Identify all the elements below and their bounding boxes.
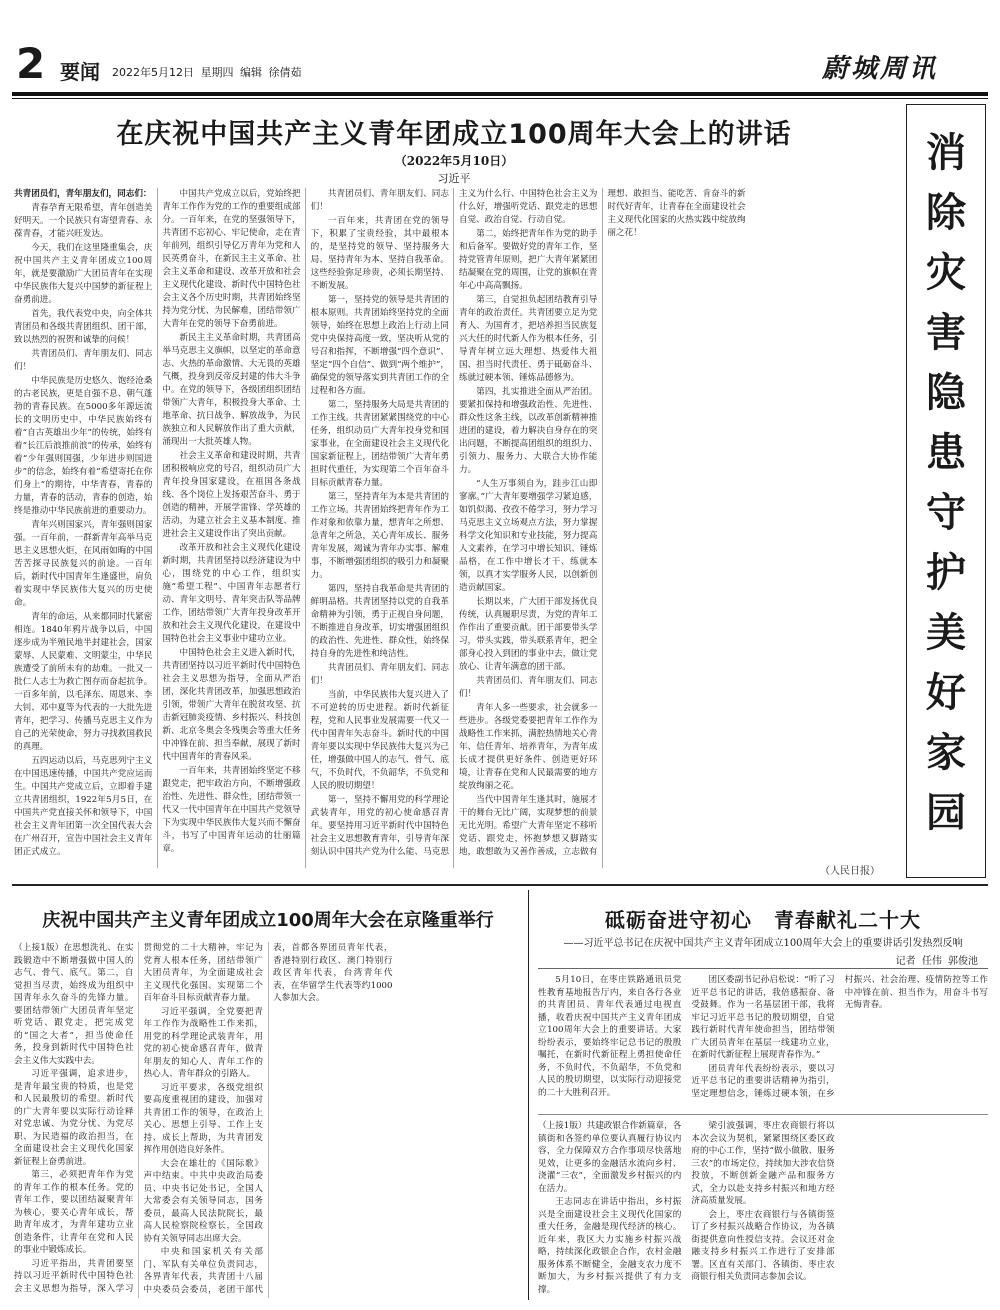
lead-paragraph: 第四，坚持自我革命是共青团的鲜明品格。共青团坚持以党的自我革命精神为引领，勇于正视自身问题，不断推进自身改革，切实增强团组织的政治性、先进性、群众性，始终保持自身的先进性和纯洁性。 [310,584,449,659]
lead-paragraph: 中华民族是历史悠久、饱经沧桑的古老民族，更是自强不息、朝气蓬勃的青春民族。在5000多年源远流长的文明历史中，中华民族始终有着“自古英雄出少年”的传统，始终有着“长江后浪推前浪”的传承，始终有着“少年强则国强，少年进步则国进步”的信念，始终有着“希望寄托在你们身上”的期待，中华青春，青春的力量，青春的活动，青春的创造，始终是推动中华民族前进的重要动力。 [14,376,153,516]
lead-article-source: （人民日报） [820,866,880,877]
lead-paragraph: 长期以来，广大团干部发扬优良传统，认真履职尽责，为党的青年工作作出了重要贡献。团干部要带头学习，带头实践，带头联系青年，把全部身心投入到团的事业中去，做让党放心、让青年满意的团干部。 [458,597,598,672]
lead-paragraph: 共青团员们、青年朋友们、同志们！ [310,663,449,686]
lead-paragraph: 今天，我们在这里隆重集会，庆祝中国共产主义青年团成立100周年，就是要激励广大团员青年在实现中华民族伟大复兴中国梦的新征程上奋勇前进。 [14,243,153,305]
article-paragraph: 中央和国家机关有关部门、军队有关单位负责同志，各界青年代表，共青团十八届中央委员会委员，老团干部代表，首都各界团员青年代表，香港特别行政区、澳门特别行政区青年代表，台湾青年代表，在华留学生代表等约1000人参加大会。 [143,943,393,1295]
lead-article-author: 习近平 [437,172,471,185]
slogan-char: 家 [926,730,966,776]
lead-paragraph: 一百年来，共青团在党的领导下，积累了宝贵经验，其中最根本的，是坚持党的领导、坚持服务大局、坚持青年为本、坚持自我革命。这些经验弥足珍贵，必须长期坚持、不断发展。 [310,216,449,291]
lead-paragraph: 新民主主义革命时期，共青团高举马克思主义旗帜，以坚定的革命意志、火热的革命激情、大无畏的英雄气概，投身到反帝反封建的伟大斗争中。在党的领导下，各级团组织团结带领广大青年，积极投身大革命、土地革命、抗日战争、解放战争，为民族独立和人民解放作出了重大贡献，涌现出一大批英雄人物。 [162,333,301,447]
page-header [12,40,988,90]
lead-article-title: 在庆祝中国共产主义青年团成立100周年大会上的讲话 [116,119,792,150]
issue-weekday: 星期四 [200,66,234,79]
lead-paragraph: 第二，坚持服务大局是共青团的工作主线。共青团紧紧围绕党的中心任务，组织动员广大青年投身党和国家事业，在全面建设社会主义现代化国家新征程上，团结带领广大青年勇担时代重任，为实现第二个百年奋斗目标贡献青春力量。 [310,400,449,488]
lead-paragraph: 当前，中华民族伟大复兴进入了不可逆转的历史进程。新时代新征程，党和人民事业发展需要一代又一代中国青年矢志奋斗。新时代的中国青年要以实现中华民族伟大复兴为己任，增强做中国人的志气、骨气、底气，不负时代，不负韶华，不负党和人民的殷切期望！ [310,690,449,791]
lead-paragraph: 青年兴则国家兴，青年强则国家强。一百年前，一群新青年高举马克思主义思想火炬，在风雨如晦的中国苦苦探寻民族复兴的前途。一百年后，新时代中国青年生逢盛世，肩负着实现中华民族伟大复兴的历史使命。 [14,520,153,608]
lead-paragraph: 青年的命运，从来都同时代紧密相连。1840年鸦片战争以后，中国逐步成为半殖民地半封建社会，国家蒙辱、人民蒙难、文明蒙尘，中华民族遭受了前所未有的劫难。一批又一批仁人志士为救亡图存而奋起抗争。一百多年前，以毛泽东、周恩来、李大钊、邓中夏等为代表的一大批先进青年，把学习、传播马克思主义作为自己的光荣使命，努力寻找救国救民的真理。 [14,612,153,752]
slogan-char: 隐 [926,370,966,416]
slogan-box [906,104,986,878]
bottom-right-article [538,890,988,1300]
slogan-char: 园 [926,790,966,836]
article-paragraph: 王志同志在讲话中指出，乡村振兴是全面建设社会主义现代化国家的重大任务，金融是现代经济的核心。近年来，我区大力实施乡村振兴战略，持续深化政银企合作，农村金融服务体系不断健全，金融支农力度不断加大，为乡村振兴提供了有力支撑。 [538,1197,682,1295]
issue-editor: 编辑 徐倩茹 [240,66,302,79]
bottom-left-body [14,942,522,1298]
lead-paragraph: 第一，坚持不懈用党的科学理论武装青年，用党的初心使命感召青年。要坚持用习近平新时代中国特色社会主义思想教育青年，引导青年深刻认识中国共产党为什么能、马克思主义为什么行、中国特色社会主义为什么好，增强听党话、跟党走的思想自觉、政治自觉、行动自觉。 [310,189,598,857]
lead-paragraph: 第三，坚持青年为本是共青团的工作立场。共青团始终把青年作为工作对象和依靠力量，想青年之所想、急青年之所急，关心青年成长、服务青年发展，竭诚为青年办实事、解难事，不断增强团组织的吸引力和凝聚力。 [310,492,449,580]
bottom-right-rule [538,968,988,969]
lead-paragraph: 第四，扎实推进全面从严治团。要紧扣保持和增强政治性、先进性、群众性这条主线，以改革创新精神推进团的建设，着力解决自身存在的突出问题，不断提高团组织的组织力、引领力、服务力、大联合大协作能力。 [458,387,598,475]
lead-paragraph: 第一，坚持党的领导是共青团的根本原则。共青团始终坚持党的全面领导，始终在思想上政治上行动上同党中央保持高度一致，坚决听从党的号召和指挥，不断增强“四个意识”、坚定“四个自信”、做到“两个维护”，确保党的领导落实到共青团工作的全过程和各方面。 [310,295,449,396]
article-paragraph: 习近平要求，各级党组织要高度重视团的建设，加强对共青团工作的领导，在政治上关心、思想上引导、工作上支持、成长上帮助，为共青团发挥作用创造良好条件。 [143,1082,263,1155]
bottom-left-article [14,890,522,1300]
article-paragraph: 习近平指出，共青团要坚持以习近平新时代中国特色社会主义思想为指导，深入学习贯彻党的二十大精神，牢记为党育人根本任务，团结带领广大团员青年，为全面建成社会主义现代化强国、实现第二个百年奋斗目标贡献青春力量。 [14,943,263,1294]
lead-paragraph: 第三，自觉担负起团结教育引导青年的政治责任。共青团要立足为党育人、为国育才，把培养担当民族复兴大任的时代新人作为根本任务，引导青年树立远大理想、热爱伟大祖国、担当时代责任、勇于砥砺奋斗、练就过硬本领、锤炼品德修为。 [458,295,598,383]
lead-paragraph: 社会主义革命和建设时期，共青团积极响应党的号召，组织动员广大青年投身国家建设，在祖国各条战线、各个岗位上发扬艰苦奋斗、勇于创造的精神，开展学雷锋、学英雄的活动，为建立社会主义基本制度、推进社会主义建设作出了突出贡献。 [162,451,301,539]
lead-paragraph: 五四运动以后，马克思列宁主义在中国迅速传播，中国共产党应运而生。中国共产党成立后，立即着手建立共青团组织，1922年5月5日，在中国共产党直接关怀和领导下，中国社会主义青年团第一次全国代表大会在广州召开，宣告中国社会主义青年团正式成立。 [14,756,153,857]
slogan-text [907,123,985,843]
article-paragraph: 习近平强调，追求进步，是青年最宝贵的特质，也是党和人民最殷切的希望。新时代的广大青年要以实际行动诠释对党忠诚、为党分忧、为党尽职、为民造福的政治担当，在全面建设社会主义现代化国家新征程上奋勇前进。 [14,1069,134,1167]
slogan-char: 好 [926,670,966,716]
header-rule-thin [12,98,988,99]
slogan-char: 除 [926,190,966,236]
article-paragraph: 团区委副书记孙启松说：“听了习近平总书记的讲话，我倍感振奋、备受鼓舞。作为一名基层团干部，我将牢记习近平总书记的殷切期望，自觉践行新时代青年使命担当，团结带领广大团员青年在基层一线建功立业，在新时代新征程上展现青春作为。” [691,975,835,1060]
article-paragraph: 会上，枣庄农商银行与各镇街签订了乡村振兴战略合作协议，为各镇街提供意向性授信支持。会议还对金融支持乡村振兴工作进行了安排部署。区直有关部门、各镇街、枣庄农商银行相关负责同志参加会议。 [691,1209,835,1282]
bottom-left-title: 庆祝中国共产主义青年团成立100周年大会在京隆重举行 [42,910,494,931]
lead-paragraph: 中国共产党成立以后，党始终把青年工作作为党的工作的重要组成部分。一百年来，在党的坚强领导下，共青团不忘初心、牢记使命，走在青年前列，组织引导亿万青年为党和人民英勇奋斗，在新民主主义革命、社会主义革命和建设、改革开放和社会主义现代化建设、新时代中国特色社会主义各个历史时期，共青团始终坚持为党分忧、为民解难，团结带领广大青年在党的领导下奋勇前进。 [162,189,301,329]
newspaper-logo: 蔚城周讯 [821,54,938,84]
slogan-char: 患 [926,430,966,476]
bottom-right-subtitle: ——习近平总书记在庆祝中国共产主义青年团成立100周年大会上的重要讲话引发热烈反响 [563,938,963,949]
section-name: 要闻 [60,60,100,84]
bottom-right-body-bottom [538,1120,988,1296]
section-divider [12,884,988,886]
lead-paragraph: 共青团员们、青年朋友们、同志们！ [458,676,598,699]
article-paragraph: 习近平强调，全党要把青年工作作为战略性工作来抓，用党的科学理论武装青年，用党的初心使命感召青年，做青年朋友的知心人、青年工作的热心人、青年群众的引路人。 [143,1006,263,1079]
lead-paragraph: 一百年来，共青团始终坚定不移跟党走，把牢政治方向，不断增强政治性、先进性、群众性，团结带领一代又一代中国青年在中国共产党领导下为实现中华民族伟大复兴而不懈奋斗，书写了中国青年运动的壮丽篇章。 [162,766,301,854]
lead-paragraph: 当代中国青年生逢其时，施展才干的舞台无比广阔，实现梦想的前景无比光明。希望广大青年坚定不移听党话、跟党走，怀抱梦想又脚踏实地，敢想敢为又善作善成，立志做有理想、敢担当、能吃苦、肯奋斗的新时代好青年，让青春在全面建设社会主义现代化国家的火热实践中绽放绚丽之花！ [458,189,746,857]
lead-paragraph: “人生万事须自为，跬步江山即寥廓。”广大青年要增强学习紧迫感，如饥似渴、孜孜不倦学习，努力学习马克思主义立场观点方法，努力掌握科学文化知识和专业技能，努力提高人文素养，在学习中增长知识、锤炼品格，在工作中增长才干、练就本领，以真才实学服务人民，以创新创造贡献国家。 [458,479,598,593]
lead-paragraph: 中国特色社会主义进入新时代，共青团坚持以习近平新时代中国特色社会主义思想为指导，全面从严治团，深化共青团改革，加强思想政治引领，带领广大青年在脱贫攻坚、抗击新冠肺炎疫情、乡村振兴、科技创新、北京冬奥会冬残奥会等重大任务中冲锋在前、担当奉献，展现了新时代中国青年的青春风采。 [162,648,301,762]
column-divider [528,890,529,1300]
bottom-right-byline: 记者 任伟 郭俊池 [895,956,978,967]
slogan-char: 护 [926,550,966,596]
header-rule-thick [12,92,988,96]
article-paragraph: 5月10日，在枣庄铁路通讯员党性教育基地报告厅内，来自各行各业的共青团员、青年代表通过电视直播，收看庆祝中国共产主义青年团成立100周年大会上的重要讲话。大家纷纷表示，要始终牢记总书记的殷殷嘱托，在新时代新征程上勇担使命任务，不负时代，不负韶华，不负党和人民的殷切期望，以实际行动迎接党的二十大胜利召开。 [538,975,682,1098]
lead-paragraph: 青年人多一些要求，社会就多一些进步。各级党委要把青年工作作为战略性工作来抓，满腔热情地关心青年、信任青年、培养青年，为青年成长成才提供更好条件、创造更好环境，让青春在党和人民最需要的地方绽放绚丽之花。 [458,703,598,791]
bottom-right-title: 砥砺奋进守初心 青春献礼二十大 [605,908,921,932]
header-meta [112,64,302,80]
slogan-char: 消 [926,130,966,176]
slogan-char: 美 [926,610,966,656]
issue-date: 2022年5月12日 [112,66,194,79]
article-paragraph: 第三，必须把青年作为党的青年工作的根本任务。党的青年工作，要以团结凝聚青年为核心，要关心青年成长，帮助青年成才，为青年建功立业创造条件，让青年在党和人民的事业中锻炼成长。 [14,1170,134,1255]
bottom-right-body-top [538,974,988,1110]
article-paragraph: （上接1版）在思想洗礼、在实践锻造中不断增强做中国人的志气、骨气、底气。第二，自觉担当尽责，始终成为组织中国青年永久奋斗的先锋力量。要团结带领广大团员青年坚定听党话、跟党走，把完成党的“国之大者”，担当使命任务，投身到新时代中国特色社会主义伟大实践中去。 [14,943,134,1066]
lead-paragraph: 改革开放和社会主义现代化建设新时期，共青团坚持以经济建设为中心，围绕党的中心工作，组织实施“希望工程”、中国青年志愿者行动、青年文明号、青年突击队等品牌工作，团结带领广大青年投身改革开放和社会主义现代化建设，在建设中国特色社会主义事业中建功立业。 [162,543,301,644]
lead-paragraph: 首先，我代表党中央，向全体共青团员和各级共青团组织、团干部，致以热烈的祝贺和诚挚的问候！ [14,309,153,345]
slogan-char: 守 [926,490,966,536]
bottom-right-rule-2 [538,1114,988,1115]
slogan-char: 害 [926,310,966,356]
article-paragraph: 大会在雄壮的《国际歌》声中结束。中共中央政治局委员、中央书记处书记，全国人大常委会有关领导同志，国务委员，最高人民法院院长，最高人民检察院检察长，全国政协有关领导同志出席大会。 [143,1158,263,1244]
article-paragraph: （上接1版）共建政银合作新篇章，各镇街和各签约单位要认真履行协议内容，全力保障双方合作事项尽快落地见效，让更多的金融活水流向乡村、浇灌“三农”，全面激发乡村振兴的内在活力。 [538,1121,682,1194]
lead-paragraph: 共青团员们、青年朋友们、同志们！ [310,189,449,212]
lead-paragraph: 共青团员们、青年朋友们、同志们！ [14,349,153,372]
lead-paragraph: 青春孕育无限希望，青年创造美好明天。一个民族只有寄望青春、永葆青春，才能兴旺发达。 [14,203,153,239]
slogan-char: 灾 [926,250,966,296]
article-paragraph: 梁引波强调，枣庄农商银行将以本次会议为契机，紧紧围绕区委区政府的中心工作，坚持“做小做散、服务三农”的市场定位，持续加大涉农信贷投放，不断创新金融产品和服务方式，全力以赴支持乡村振兴和地方经济高质量发展。 [691,1121,835,1206]
lead-article-date: （2022年5月10日） [394,154,514,168]
lead-article-body [14,188,894,868]
page-number: 2 [16,39,46,88]
lead-paragraph: 第二，始终把青年作为党的助手和后备军。要做好党的青年工作，坚持党管青年原则，把广大青年紧紧团结凝聚在党的周围，让党的旗帜在青年心中高高飘扬。 [458,229,598,291]
article-paragraph: 团员青年代表纷纷表示，要以习近平总书记的重要讲话精神为指引，坚定理想信念，锤炼过硬本领，在乡村振兴、社会治理、疫情防控等工作中冲锋在前、担当作为，用奋斗书写无悔青春。 [691,975,988,1099]
lead-salutation: 共青团员们，青年朋友们，同志们： [14,189,152,199]
